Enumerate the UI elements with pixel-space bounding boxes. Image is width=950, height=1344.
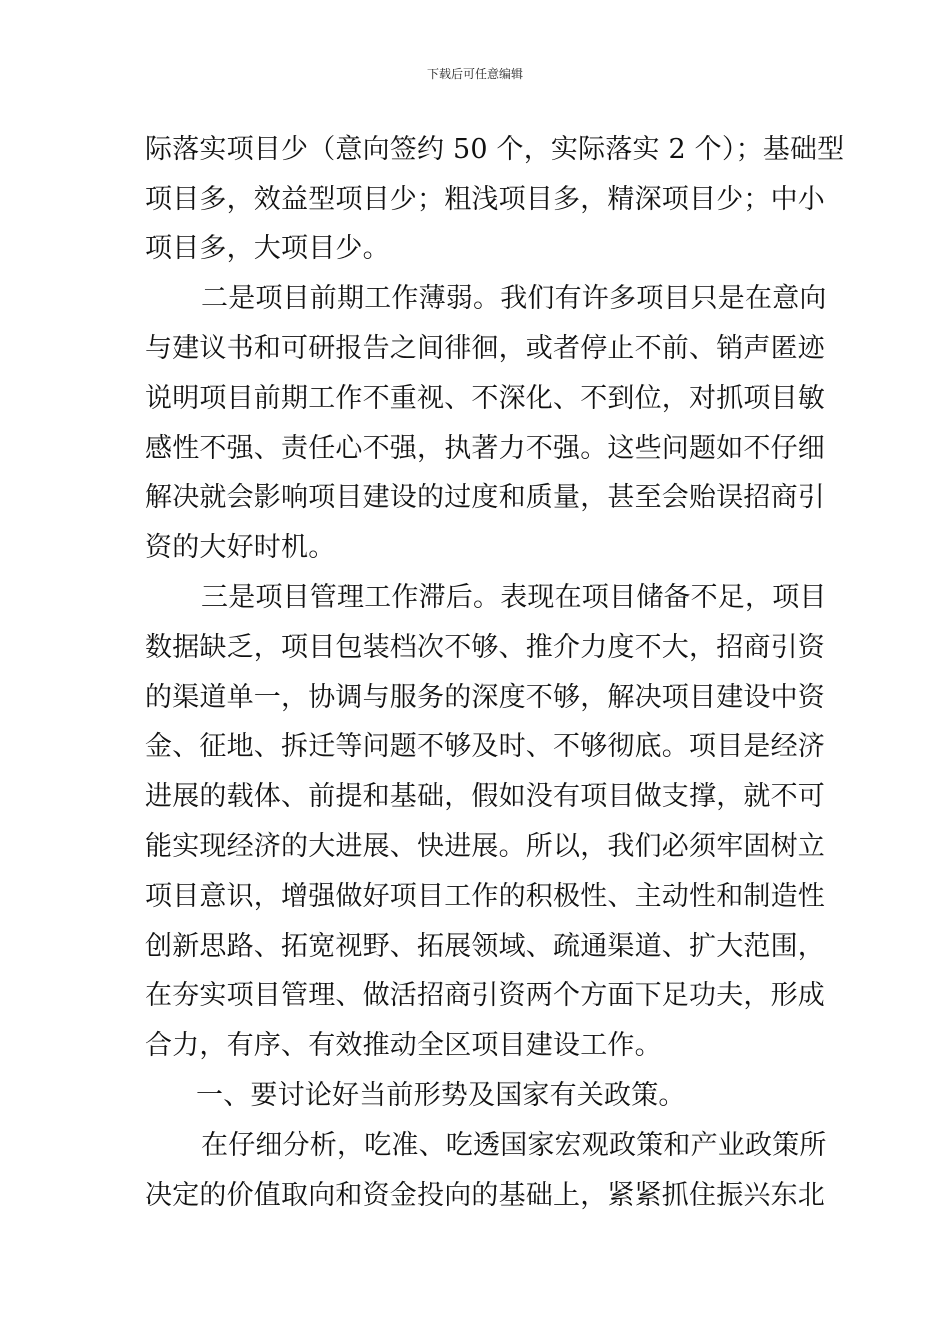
text-line: 项目多，效益型项目少；粗浅项目多，精深项目少；中小: [145, 184, 825, 215]
page-header: 下载后可任意编辑: [426, 67, 523, 81]
text-line: 感性不强、责任心不强，执著力不强。这些问题如不仔细: [145, 433, 825, 464]
text-line: 项目意识，增强做好项目工作的积极性、主动性和制造性: [145, 881, 825, 912]
text-line: 合力，有序、有效推动全区项目建设工作。: [145, 1030, 662, 1061]
text-line: 际落实项目少（意向签约 50 个，实际落实 2 个）；基础型: [145, 134, 845, 165]
text-line: 创新思路、拓宽视野、拓展领域、疏通渠道、扩大范围，: [145, 931, 825, 962]
text-line: 决定的价值取向和资金投向的基础上，紧紧抓住振兴东北: [145, 1180, 825, 1211]
text-line: 解决就会影响项目建设的过度和质量，甚至会贻误招商引: [145, 482, 825, 513]
text-line: 数据缺乏，项目包装档次不够、推介力度不大，招商引资: [145, 632, 825, 663]
text-line: 在夯实项目管理、做活招商引资两个方面下足功夫，形成: [145, 980, 825, 1011]
text-line: 二是项目前期工作薄弱。我们有许多项目只是在意向: [201, 283, 827, 314]
text-line: 说明项目前期工作不重视、不深化、不到位，对抓项目敏: [145, 383, 825, 414]
text-line: 的渠道单一，协调与服务的深度不够，解决项目建设中资: [145, 682, 825, 713]
text-line: 在仔细分析，吃准、吃透国家宏观政策和产业政策所: [201, 1130, 827, 1161]
text-line: 能实现经济的大进展、快进展。所以，我们必须牢固树立: [145, 831, 825, 862]
text-line: 项目多，大项目少。: [145, 233, 390, 264]
section-heading: 一、要讨论好当前形势及国家有关政策。: [196, 1080, 686, 1111]
text-line: 与建议书和可研报告之间徘徊，或者停止不前、销声匿迹: [145, 333, 825, 364]
text-line: 进展的载体、前提和基础，假如没有项目做支撑，就不可: [145, 781, 825, 812]
text-line: 资的大好时机。: [145, 532, 336, 563]
text-line: 金、征地、拆迁等问题不够及时、不够彻底。项目是经济: [145, 731, 825, 762]
text-line: 三是项目管理工作滞后。表现在项目储备不足，项目: [201, 582, 827, 613]
